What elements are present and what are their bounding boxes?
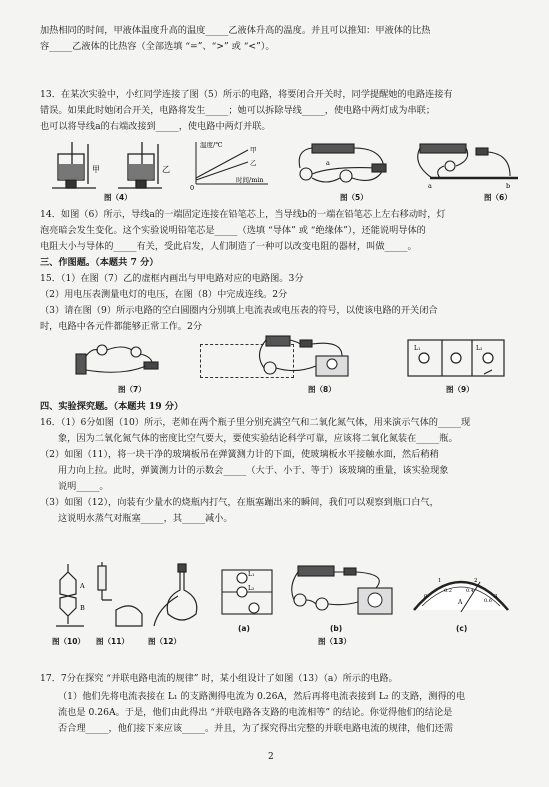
section-heading: 三、作图题。（本题共 7 分） [40,257,159,268]
temperature-graph [186,138,272,192]
text-line: 16．（1）6分如图（10）所示，老师在两个瓶子里分别充满空气和二氧化氮气体，用来演示气体的_____现 [40,417,471,428]
meter-tick: 3 [494,594,498,600]
caption-fig5: 图（5） [340,193,368,202]
caption-13c: (c) [456,624,468,633]
figure-13b-circuit [284,560,398,622]
caption-fig12: 图（12） [148,637,181,646]
text-line: 泡亮暗会发生变化。这个实验说明铅笔芯是_____（选填 “导体” 或 “绝缘体”），还能说明导体的 [40,225,426,236]
page-number: 2 [268,752,274,762]
meter-tick: 0.2 [444,588,452,594]
text-line: 13．在某次实验中，小红同学连接了图（5）所示的电路，将要闭合开关时，同学提醒她的电路连接有 [40,89,453,100]
text-line: 否合理_____，他们接下来应该_____。并且，为了探究得出完整的并联电路电流的规律，他们还需 [58,723,454,734]
label-l1: L₁ [248,571,255,578]
figure-4-beakers [48,140,184,192]
caption-fig4: 图（4） [104,193,132,202]
text-line: （2）如图（11），将一块干净的玻璃板吊在弹簧测力计的下面，使玻璃板水平接触水面，然后稍稍 [40,449,439,460]
figure-11-spring-scale [96,560,150,634]
figure-6-pencil-circuit [410,140,530,192]
figure-9-circuit [402,336,508,380]
graph-yi: 乙 [250,159,257,167]
text-line: 时，电路中各元件都能够正常工作。2分 [40,321,203,332]
text-line: 这说明水蒸气对瓶塞_____，其_____减小。 [58,513,233,524]
graph-x-label: 时间/min [236,176,264,184]
text-line: 容_____乙液体的比热容（全部选填 “=”、“>” 或 “<”）。 [40,41,275,52]
bottle-a-label: A [80,582,85,590]
caption-fig6: 图（6） [484,193,512,202]
caption-fig13: 图（13） [318,637,351,646]
label-a: a [428,182,432,190]
caption-13a: (a) [238,624,250,633]
text-line: 流也是 0.26A。于是，他们由此得出 “并联电路各支路的电流相等” 的结论。你觉得他们的结论是 [58,707,453,718]
graph-jia: 甲 [250,146,257,154]
text-line: 15．（1）在图（7）乙的虚框内画出与甲电路对应的电路图。3分 [40,273,304,284]
figure-12-flask [150,560,204,634]
meter-tick: 0.6 [484,598,492,604]
meter-unit: A [458,599,463,606]
text-line: （1）他们先将电流表接在 L₁ 的支路测得电流为 0.26A，然后再将电流表接到 L₂ 的支路，测得的电 [58,691,466,702]
section-heading: 四、实验探究题。（本题共 19 分） [40,401,184,412]
figure-5-circuit [292,138,398,192]
yi-label: 乙 [162,165,170,174]
label-l2: L₂ [248,585,255,592]
text-line: 错误。如果此时她闭合开关，电路将发生_____；她可以拆除导线_____，使电路中两灯成为串联； [40,105,436,116]
bottle-b-label: B [80,604,85,612]
label-l1: L₁ [414,345,421,352]
text-line: 17．7分在探究 “并联电路电流的规律” 时，某小组设计了如图（13）（a）所示的电路。 [40,673,398,684]
jia-label: 甲 [92,165,100,174]
graph-origin: 0 [190,184,195,192]
figure-10-bottles [54,560,94,634]
text-line: 象，因为二氧化氮气体的密度比空气要大，要使实验结论科学可靠，应该将二氧化氮装在_____瓶。 [58,433,458,444]
figure-13c-ammeter [408,560,514,622]
caption-fig9: 图（9） [446,385,474,394]
label-b: b [506,182,511,190]
text-line: （2）用电压表测量电灯的电压，在图（8）中完成连线。2分 [40,289,288,300]
caption-fig10: 图（10） [52,637,85,646]
text-line: 说明_____。 [58,481,109,492]
caption-13b: (b) [330,624,343,633]
text-line: （3）请在图（9）所示电路的空白圆圈内分别填上电流表或电压表的符号，以使该电路的开关闭合 [40,305,438,316]
text-line: 电阻大小与导体的_____有关，受此启发，人们制造了一种可以改变电阻的器材，叫做_____。 [40,241,417,252]
meter-tick: 1 [438,578,442,584]
meter-tick: 2 [474,578,478,584]
label-a: a [326,159,330,167]
figure-13a-circuit [218,564,276,620]
meter-tick: 0.4 [466,588,474,594]
text-line: 14．如图（6）所示，导线a的一端固定连接在铅笔芯上，当导线b的一端在铅笔芯上左右移动时，灯 [40,209,446,220]
text-line: 用力向上拉。此时，弹簧测力计的示数会_____（大于、小于、等于）该玻璃的重量，该实验现象 [58,465,449,476]
text-line: 加热相同的时间，甲液体温度升高的温度_____乙液体升高的温度。并且可以推知：甲液体的比热 [40,25,431,36]
graph-y-label: 温度/℃ [200,141,223,149]
caption-fig8: 图（8） [308,385,336,394]
label-l2: L₂ [476,345,483,352]
meter-tick: 0 [424,594,428,600]
text-line: 也可以将导线a的右端改接到_____，使电路中两灯并联。 [40,121,271,132]
caption-fig11: 图（11） [96,637,129,646]
figure-7-circuit [72,340,162,378]
text-line: （3）如图（12），向装有少量水的烧瓶内打气，在瓶塞蹦出来的瞬间，我们可以观察到瓶口白气， [40,497,439,508]
caption-fig7: 图（7） [118,385,146,394]
figure-8-circuit [252,330,358,382]
